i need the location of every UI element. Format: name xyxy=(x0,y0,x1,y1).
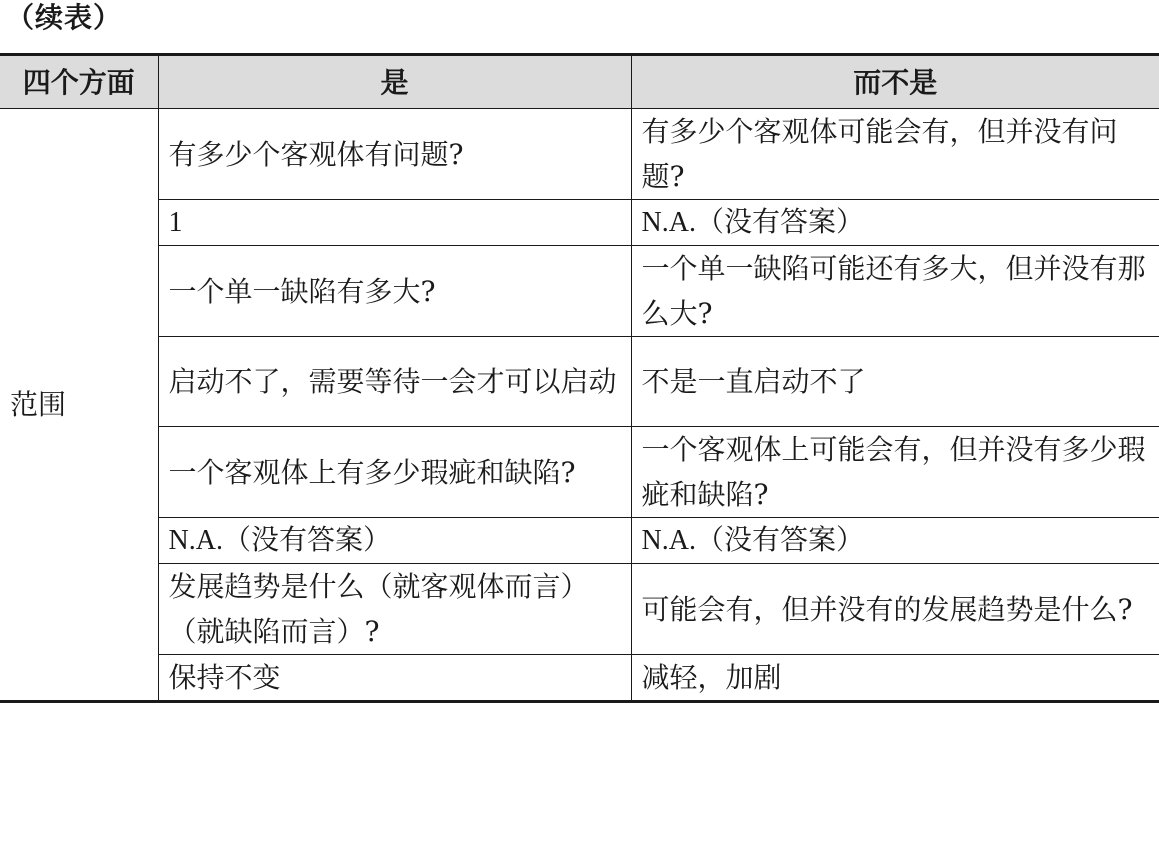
table-header-row xyxy=(0,55,1159,109)
table-row xyxy=(0,518,1159,564)
is-not-cell: 一个单一缺陷可能还有多大，但并没有那么大? xyxy=(631,246,1159,337)
table-continued-caption: （续表） xyxy=(6,1,123,34)
is-not-cell: N.A.（没有答案） xyxy=(631,518,1159,564)
aspect-scope-cell: 范围 xyxy=(0,109,158,702)
table-row xyxy=(0,564,1159,655)
is-cell: 一个客观体上有多少瑕疵和缺陷? xyxy=(158,427,631,518)
header-is-not: 而不是 xyxy=(631,55,1159,109)
table-row xyxy=(0,655,1159,702)
header-is: 是 xyxy=(158,55,631,109)
table-row xyxy=(0,200,1159,246)
is-not-cell: 不是一直启动不了 xyxy=(631,337,1159,427)
is-cell: 有多少个客观体有问题? xyxy=(158,109,631,200)
table-row xyxy=(0,246,1159,337)
is-cell: 保持不变 xyxy=(158,655,631,702)
is-not-cell: N.A.（没有答案） xyxy=(631,200,1159,246)
is-cell: 启动不了，需要等待一会才可以启动 xyxy=(158,337,631,427)
is-not-cell: 有多少个客观体可能会有，但并没有问题? xyxy=(631,109,1159,200)
header-aspects: 四个方面 xyxy=(0,55,158,109)
is-cell: 一个单一缺陷有多大? xyxy=(158,246,631,337)
is-not-cell: 一个客观体上可能会有，但并没有多少瑕疵和缺陷? xyxy=(631,427,1159,518)
is-not-cell: 减轻，加剧 xyxy=(631,655,1159,702)
table-row xyxy=(0,109,1159,200)
is-not-cell: 可能会有，但并没有的发展趋势是什么? xyxy=(631,564,1159,655)
is-cell: 1 xyxy=(158,200,631,246)
table-row xyxy=(0,427,1159,518)
is-cell: 发展趋势是什么（就客观体而言）（就缺陷而言）? xyxy=(158,564,631,655)
table-row xyxy=(0,337,1159,427)
problem-analysis-table xyxy=(0,53,1159,703)
is-cell: N.A.（没有答案） xyxy=(158,518,631,564)
